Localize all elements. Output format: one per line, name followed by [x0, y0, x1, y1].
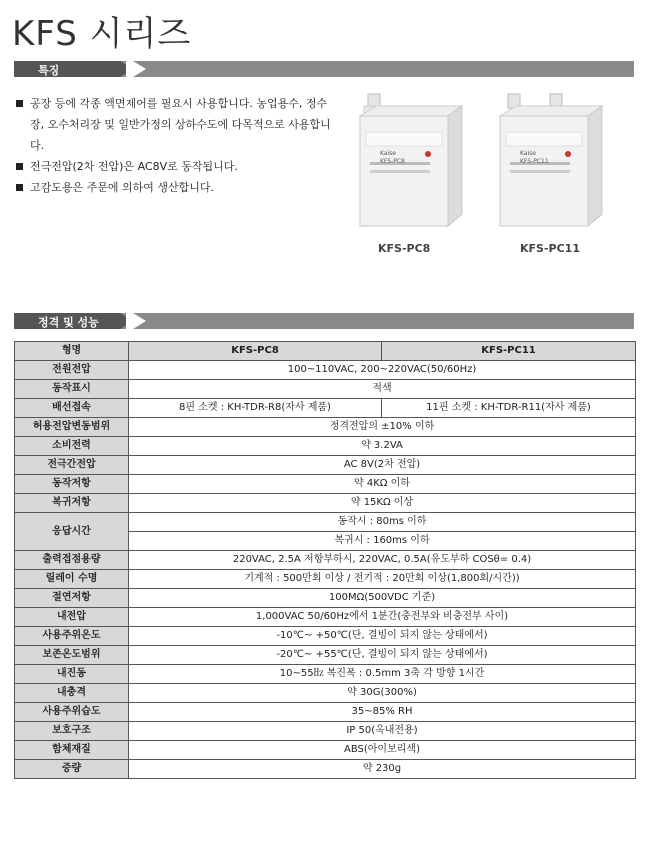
features-list	[14, 93, 339, 198]
table-header-cell: KFS-PC11	[382, 342, 636, 361]
table-row: 허용전압변동범위 정격전압의 ±10% 이하	[15, 418, 636, 437]
table-row: 전극간전압 AC 8V(2차 전압)	[15, 456, 636, 475]
product-brand: Kaise	[520, 150, 536, 157]
feature-item: 공장 등에 각종 액면제어를 필요시 사용합니다. 농업용수, 정수장, 오수처리장 및 일반가정의 상하수도에 다목적으로 사용합니다.	[14, 93, 339, 156]
table-row: 중량 약 230g	[15, 760, 636, 779]
table-row: 사용주위온도 -10℃~ +50℃(단, 결빙이 되지 않는 상태에서)	[15, 627, 636, 646]
table-row: 내충격 약 30G(300%)	[15, 684, 636, 703]
table-row: 배선접속 8핀 소켓 : KH-TDR-R8(자사 제품) 11핀 소켓 : KH-TDR-R11(자사 제품)	[15, 399, 636, 418]
features-heading: 특징	[38, 64, 60, 77]
table-row: 전원전압 100~110VAC, 200~220VAC(50/60Hz)	[15, 361, 636, 380]
table-row: 소비전력 약 3.2VA	[15, 437, 636, 456]
product-label-pc11: KFS-PC11	[520, 242, 580, 255]
product-model-text: KFS-PC8	[380, 158, 405, 165]
table-row: 출력접점용량 220VAC, 2.5A 저항부하시, 220VAC, 0.5A(유도부하 COSθ= 0.4)	[15, 551, 636, 570]
spec-section-bar	[14, 313, 634, 329]
table-header-cell: KFS-PC8	[129, 342, 382, 361]
product-brand: Kaise	[380, 150, 396, 157]
table-row: 릴레이 수명 기계적 : 500만회 이상 / 전기적 : 20만회 이상(1,800회/시간))	[15, 570, 636, 589]
page-title: KFS 시리즈	[12, 14, 192, 54]
table-row: 동작저항 약 4KΩ 이하	[15, 475, 636, 494]
feature-item: 전극전압(2차 전압)은 AC8V로 동작됩니다.	[14, 156, 339, 177]
table-row: 함체재질 ABS(아이보리색)	[15, 741, 636, 760]
features-section-bar	[14, 61, 634, 77]
relay-illustration	[490, 92, 620, 232]
bullet-icon	[16, 100, 23, 107]
product-image-pc11	[490, 92, 620, 232]
table-row: 복귀시 : 160ms 이하	[15, 532, 636, 551]
table-header-row	[15, 342, 636, 361]
table-row: 사용주위습도 35~85% RH	[15, 703, 636, 722]
table-row: 응답시간 동작시 : 80ms 이하	[15, 513, 636, 532]
table-row: 보존온도범위 -20℃~ +55℃(단, 결빙이 되지 않는 상태에서)	[15, 646, 636, 665]
table-row: 보호구조 IP 50(옥내전용)	[15, 722, 636, 741]
feature-item: 고감도용은 주문에 의하여 생산합니다.	[14, 177, 339, 198]
spec-heading: 정격 및 성능	[38, 316, 99, 329]
section-tab	[14, 61, 132, 77]
product-image-pc8	[350, 92, 480, 232]
table-row: 내진동 10~55㎐ 복진폭 : 0.5mm 3축 각 방향 1시간	[15, 665, 636, 684]
product-model-text: KFS-PC11	[520, 158, 549, 165]
table-row: 절연저항 100MΩ(500VDC 기준)	[15, 589, 636, 608]
table-row: 동작표시 적색	[15, 380, 636, 399]
spec-table	[14, 341, 636, 779]
relay-illustration	[350, 92, 480, 232]
bullet-icon	[16, 184, 23, 191]
product-label-pc8: KFS-PC8	[378, 242, 431, 255]
bullet-icon	[16, 163, 23, 170]
table-header-cell: 형명	[15, 342, 129, 361]
table-row: 복귀저항 약 15KΩ 이상	[15, 494, 636, 513]
table-row: 내전압 1,000VAC 50/60Hz에서 1분간(충전부와 비충전부 사이)	[15, 608, 636, 627]
